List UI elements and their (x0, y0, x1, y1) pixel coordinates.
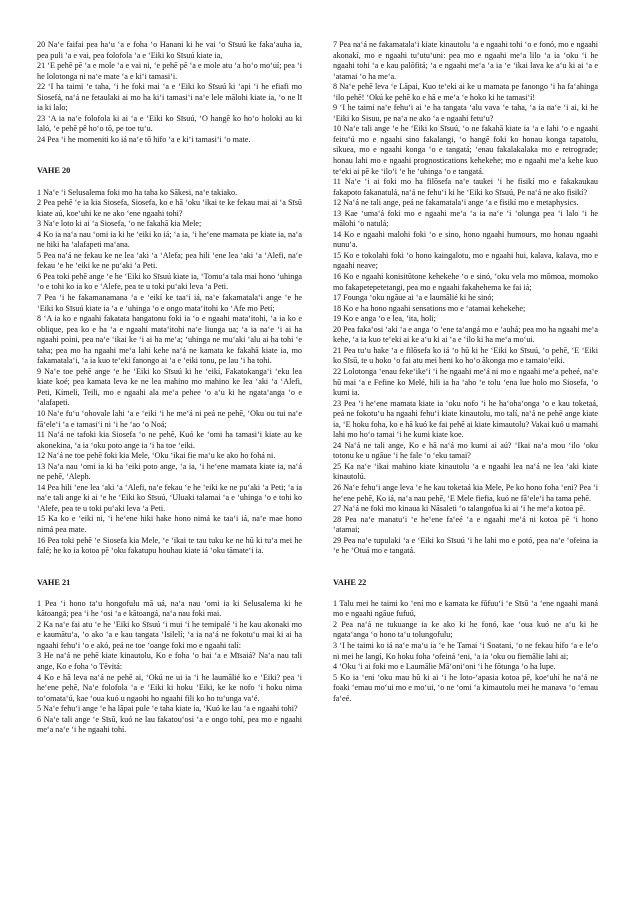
verse-paragraph: 2 Pea pehē ‘e ia kia Siosefa, Siosefa, ko e hā ‘oku ‘ikai te ke fekau mai ai ‘a Sīsū kiate aú, koe‘uhi ke ne ako ‘ene ngaahi tohi? (37, 198, 302, 218)
verse-block (37, 599, 302, 736)
verse-paragraph: 1 Na‘e ‘i Selusalema foki mo ha taha ko Sākesi, na‘e takiako. (37, 187, 238, 197)
verse-paragraph: 14 Ko e ngaahi malohi foki ‘o e sino, hono ngaahi humours, mo honau ngaahi nunu‘a. (333, 229, 598, 250)
verse-paragraph: 16 Pea toki pehē ‘e Siosefa kia Mele, ‘e ‘ikai te tau tuku ke ne hū ki tu‘a mei he falé; he ko ia kotoa pē ‘oku fakatupu houhau kiate iá ‘oku tāmate‘i ia. (37, 535, 302, 556)
verse-paragraph: 7 Pea na‘á ne fakamatala‘i kiate kinautolu ‘a e ngaahi tohi ‘o e fonó, mo e ngaahi akonakí, mo e ngaahi tu‘utu‘uni: pea mo e ngaahi me‘a lilo ‘a ia ‘oku ‘i he ngaahi tohi ‘a e kau palōfitá; ‘a e ngaahi me‘a ‘a ia ‘e ‘ikai lava ke a‘u ki ai ‘a e ‘atamai ‘o ha me‘a. (333, 40, 598, 81)
verse-paragraph: 9 Na‘e toe pehē ange ‘e he ‘Eiki ko Sīsuú ki he ‘eikí, Fakatokanga‘i ‘eku lea kiate koé; pea kamata leva ke ne lea mahino mo mahino ke lea ‘aki ‘a ‘Alefi, Peti, Kimeli, Teili, mo e ngaahi ala me‘a pehee ‘o a‘u ki he ngata‘anga ‘o e ‘alafapeti. (37, 366, 302, 408)
verse-paragraph: 21 Pea tu‘u hake ‘a e filōsefa ko iá ‘o hū ki he ‘Eiki ko Sīsuú, ‘o pehē, ‘E ‘Eiki ko Sīsū, te u hoko ‘o fai atu mei heni ko ho‘o ākonga mo e tamaio‘eiki. (333, 345, 598, 366)
verse-paragraph: 3 ‘I he taimi ko iá na‘e ma‘u ia ‘e he Tamai ‘i Soatani, ‘o ne fekau hifo ‘a e le‘o ni mei he langí, Ko hoku foha ‘ofeiná ‘eni, ‘a ia ‘oku ou fiemālie lahi ai; (333, 641, 598, 661)
chapter-heading: VAHE 22 (333, 577, 367, 587)
verse-paragraph: 7 Pea ‘i he fakamanamana ‘a e ‘eikí ke taa‘i iá, na‘e fakamatala‘i ange ‘e he ‘Eiki ko Sīsuú kiate ia ‘a e ‘uhinga ‘o e ongo mata‘itohi ko ‘Afe mo Petí; (37, 292, 302, 313)
verse-paragraph: 8 ‘A ia ko e ngaahi fakatata hangatonu foki ia ‘o e ngaahi mata‘itohi, ‘a ia ko e oblique, pea ko e ha ‘a e ngaahi mata‘itohi na‘e liunga ua; ‘a ia na‘e ‘i ai ha ngaahi poini, pea na‘e ‘ikai ke ‘i ai ha me‘a; ‘uhinga ne mu‘aki ‘alu ai ha tohi ‘e taha; pea mo ha ngaahi me‘a lahi kehe na‘á ne kamata ke fakahā kiate ia, mo fakamatala‘i, ‘a ia kuo te‘eki fanongo ai ‘a e ‘eiki tonu, pe lau ‘i ha tohi. (37, 314, 302, 366)
verse-paragraph: 20 Na‘e faifai pea ha‘u ‘a e foha ‘o Hanani ki he vai ‘o Sīsuú ke faka‘auha ia, pea puli ‘a e vai, pea folofola ‘a e ‘Eiki ko Sīsuú kiate ia, (37, 40, 302, 60)
verse-paragraph: 6 Na‘e tali ange ‘e Sīsū, kuó ne lau fakatou‘osi ‘a e ongo tohí, pea mo e ngaahi me‘a na‘e ‘i he ngaahi tohí. (37, 714, 302, 735)
verse-block (37, 188, 302, 557)
chapter-heading: VAHE 20 (37, 166, 71, 176)
verse-paragraph: 19 Ko e anga ‘o e lea, ‘ita, holi; (333, 314, 436, 324)
verse-paragraph: 29 Pea na‘e tupulaki ‘a e ‘Eiki ko Sīsuú ‘i he lahi mo e potó, pea na‘e ‘ofeina ia ‘e he ‘Otuá mo e tangatá. (333, 535, 598, 556)
verse-paragraph: 5 Na‘e fehu‘i ange ‘e ha lāpai pule ‘e taha kiate ia, ‘Kuó ke lau ‘a e ngaahi tohi? (37, 704, 298, 714)
verse-block (333, 40, 598, 557)
verse-paragraph: 2 Ka na‘e fai atu ‘e he ‘Eiki ko Sīsuú ‘i mui ‘i he temipalé ‘i he kau akonaki mo e kaumātu‘a, ‘o ako ‘a e kau tangata ‘Isilelí; ‘a ia na‘á ne fokotu‘u mai ki ai ha ngaahi fehu‘i ‘o e akó, peá ne toe ‘oange foki mo e ngaahi talí: (37, 619, 302, 650)
verse-paragraph: 10 Na‘e fu‘u ‘ohovale lahi ‘a e ‘eiki ‘i he me‘á ni peá ne pehē, ‘Oku ou tui na‘e fā‘ele‘i ‘a e tamasi‘i ni ‘i he ‘ao ‘o Noá; (37, 409, 302, 429)
verse-paragraph: 12 Na‘á ne tali ange, peá ne fakamatala‘i ange ‘a e fisikí mo e metaphysics. (333, 198, 579, 208)
verse-paragraph: 27 Na‘á ne foki mo kinaua ki Nāsaleti ‘o talangofua ki ai ‘i he me‘a kotoa pē. (333, 504, 586, 514)
verse-paragraph: 20 Pea faka‘osi ‘aki ‘a e anga ‘o ‘ene ta‘angá mo e ‘auhá; pea mo ha ngaahi me‘a kehe, ‘a ia kuo te‘eki ai ke a‘u ki ai ‘a e ‘ilo ki ha me‘a mo‘ui. (333, 324, 598, 345)
verse-block (37, 40, 302, 145)
verse-paragraph: 15 Ko e tokolahi foki ‘o hono kaingalotu, mo e ngaahi hui, kalava, kalava, mo e ngaahi neave; (333, 250, 598, 271)
verse-paragraph: 21 ‘E pehē pē ‘a e mole ‘a e vai ni, ‘e pehē pē ‘a e mole atu ‘a ho‘o mo‘uí; pea ‘i he lolotonga ni na‘e mate ‘a e ki‘i tamasi‘i. (37, 61, 302, 81)
verse-paragraph: 9 ‘I he taimi na‘e fehu‘i ai ‘e ha tangata ‘alu vava ‘e taha, ‘a ia na‘e ‘i ai, ki he ‘Eiki ko Sisuu, pe na‘a ne ako ‘a e ngaahi fetu‘u? (333, 103, 598, 123)
verse-paragraph: 23 Pea ‘i he‘ene mamata kiate ia ‘oku nofo ‘i he ha‘oha‘onga ‘o e kau toketaá, peá ne fokotu‘u ha ngaahi fehu‘i kiate kinautolu, mo talí, na‘á ne pehē ange kiate ia, ‘E hoku foha, ko e hā kuó ke fai pehē ai kiate kimautolu? Vakai kuó u mamahi lahi mo ho‘o tamai ‘i he kumi kiate koe. (333, 398, 598, 440)
verse-paragraph: 2 Pea na‘á ne tukuange ia ke ako ki he fonó, kae ‘oua kuó ne a‘u ki he ngata‘anga ‘o hono ta‘u tolungofulu; (333, 619, 598, 640)
verse-paragraph: 3 He na‘á ne pehē kiate kinautolu, Ko e foha ‘o hai ‘a e Mīsaiá? Na‘a nau tali ange, Ko e foha ‘o Tēvitá: (37, 651, 302, 671)
verse-paragraph: 11 Na‘e ‘i ai foki mo ha filōsefa na‘e taukei ‘i he fisikí mo e fakakaukau fakapoto fakanatulá, na‘á ne fehu‘i ki he ‘Eiki ko Sīsuú, Pe na‘á ne ako fisikí? (333, 177, 598, 197)
verse-paragraph: 16 Ko e ngaahi konisitūtone kehekehe ‘o e sinó, ‘oku vela mo mōmoa, momoko mo fakapetepetetangi, pea mo e ngaahi fakahehema ke fai iá; (333, 272, 598, 292)
verse-paragraph: 22 Lolotonga ‘enau feke‘ike‘i ‘i he ngaahi me‘á ni mo e ngaahi me‘a peheé, na‘e hū mai ‘a e Fefine ko Melé, hili ia ha ‘aho ‘e tolu ‘ena lue holo mo Siosefa, ‘o kumi ia. (333, 366, 598, 398)
verse-paragraph: 23 ‘A ia na‘e folofola ki ai ‘a e ‘Eiki ko Sīsuú, ‘O hangē ko ho‘o holoki au ki laló, ‘e pehē pē ho‘o tō, pe toe tu‘u. (37, 113, 302, 134)
chapter-heading: VAHE 21 (37, 577, 71, 587)
verse-paragraph: 24 Na‘á ne tali ange, Ko e hā na‘á mo kumi ai aú? ‘Ikai na‘a mou ‘ilo ‘oku totonu ke u ngāue ‘i he fale ‘o ‘eku tamai? (333, 440, 598, 461)
verse-paragraph: 25 Ka na‘e ‘ikai mahino kiate kinautolu ‘a e ngaahi lea na‘á ne lea ‘aki kiate kinautolú. (333, 461, 598, 482)
verse-paragraph: 14 Pea hili ‘ene lea ‘aki ‘a ‘Alefi, na‘e fekau ‘e he ‘eiki ke ne pu‘aki ‘a Peti; ‘a ia na‘e tali ange ki ai ‘e he ‘Eiki ko Sīsuú, ‘Uluaki talamai ‘a e ‘uhinga ‘o e tohi ko ‘Alefe, pea te u toki pu‘aki leva ‘a Peti. (37, 482, 302, 513)
verse-paragraph: 8 Na‘e pehē leva ‘e Lāpai, Kuo te‘eki ai ke u mamata pe fanongo ‘i ha fa‘ahinga ‘ilo pehē! ‘Okú ke pehē ko e hā e me‘a ‘e hoko ki he tamasi‘í! (333, 82, 598, 102)
left-column (37, 40, 302, 736)
verse-paragraph: 17 Founga ‘oku ngāue ai ‘a e laumālié ki he sinó; (333, 293, 494, 303)
verse-paragraph: 10 Na‘e tali ange ‘e he ‘Eiki ko Sīsuú, ‘o ne fakahā kiate ia ‘a e lahi ‘o e ngaahi feitu‘ú mo e ngaahi sino fakalangi, ‘o hangē foki ko honau konga tapatolu, sikuea, mo e ngaahi konga ‘o e tangatá; ‘enau fakalakalaka mo e retrograde; honau lahi mo e ngaahi prognostications kehekehe; mo e ngaahi me‘a kehe kuo te‘eki ai pē ke ‘ilo‘i ‘e he ‘uhinga ‘o e tangatá. (333, 124, 598, 176)
verse-paragraph: 12 Na‘á ne toe pehē foki kia Mele, ‘Oku ‘ikai fie ma‘u ke ako ho fohá ni. (37, 451, 276, 461)
verse-paragraph: 24 Pea ‘i he momeniti ko iá na‘e tō hifo ‘a e ki‘i tamasi‘i ‘o mate. (37, 134, 251, 144)
verse-paragraph: 5 Ko ia ‘eni ‘oku mau hū ki ai ‘i he loto-‘apasia kotoa pē, koe‘uhí he na‘á ne foaki ‘emau mo‘ui mo e mo‘ui, ‘o ne ‘omi ‘a kimautolu mei he manava ‘o ‘emau fa‘eé. (333, 672, 598, 703)
verse-paragraph: 1 Talu mei he taimi ko ‘ení mo e kamata ke fūfuu‘i ‘e Sīsū ‘a ‘ene ngaahi maná mo e ngaahi ngāue fufuú, (333, 598, 598, 619)
verse-paragraph: 26 Na‘e fehu‘i ange leva ‘e he kau toketaá kia Mele, Pe ko hono foha ‘eni? Pea ‘i he‘ene pehē, Ko iá, na‘a nau pehē, ‘E Mele fiefia, kuó ne fā‘ele‘i ha tama pehē. (333, 482, 598, 503)
verse-paragraph: 5 Pea na‘á ne fekau ke ne lea ‘aki ‘a ‘Alefa; pea hili ‘ene lea ‘aki ‘a ‘Alefi, na‘e fekau ‘e he ‘eiki ke ne pu‘aki ‘a Peti. (37, 250, 302, 271)
verse-paragraph: 6 Pea toki pehē ange ‘e he ‘Eiki ko Sīsuú kiate ia, ‘Tomu‘a tala mai hono ‘uhinga ‘o e tohi ko ia ko e ‘Alefe, pea te u toki pu‘aki leva ‘a Peti. (37, 271, 302, 292)
verse-paragraph: 11 Na‘á ne tafoki kia Siosefa ‘o ne pehē, Kuó ke ‘omi ha tamasi‘i kiate au ke akonekina, ‘a ia ‘oku poto ange ia ‘i ha toe ‘eiki. (37, 430, 302, 450)
right-column (333, 40, 598, 704)
verse-paragraph: 1 Pea ‘i hono ta‘u hongofulu mā uá, na‘a nau ‘omi ia ki Selusalema ki he kātoangá; pea ‘i he ‘osi ‘a e kātoangá, na‘a nau foki mai. (37, 598, 302, 619)
verse-block (333, 599, 598, 704)
verse-paragraph: 22 ‘I ha taimi ‘e taha, ‘i he foki mai ‘a e ‘Eiki ko Sīsuú ki ‘api ‘i he efiafi mo Siosefá, na‘á ne fetaulaki ai mo ha ki‘i tamasi‘i na‘e lele mālohi kiate ia, ‘o ne lī ia ki lalo; (37, 82, 302, 113)
verse-paragraph: 18 Ko e ha hono ngaahi sensations mo e ‘atamai kehekehe; (333, 303, 526, 313)
verse-paragraph: 4 Ko ia na‘a nau ‘omi ia ki he ‘eiki ko iá; ‘a ia, ‘i he‘ene mamata pe kiate ia, na‘a ne hiki ha ‘alafapeti ma‘ana. (37, 229, 302, 250)
verse-paragraph: 13 Kae ‘uma‘á foki mo e ngaahi me‘a ‘a ia na‘e ‘i ‘olunga pea ‘i lalo ‘i he mālohi ‘o natulá; (333, 208, 598, 229)
verse-paragraph: 15 Ka ko e ‘eiki ni, ‘i he‘ene hiki hake hono nimá ke taa‘i iá, na‘e mae hono nimá pea mate. (37, 514, 302, 535)
verse-paragraph: 28 Pea na‘e manatu‘i ‘e he‘ene fa‘eé ‘a e ngaahi me‘á ni kotoa pē ‘i hono ‘atamai; (333, 514, 598, 535)
verse-paragraph: 3 Na‘e loto ki ai ‘a Siosefa, ‘o ne fakahā kia Mele; (37, 219, 202, 229)
verse-paragraph: 4 Ko e hā leva na‘á ne pehē ai, ‘Okú ne ui ia ‘i he laumālié ko e ‘Eiki? pea ‘i he‘ene pehē, Na‘e folofola ‘a e ‘Eiki ki hoku ‘Eiki, ke ke nofo ‘i hoku nima to‘omata‘ú, kae ‘oua kuó u ngaohi ho ngaahi fili ko ho tu‘unga va‘é. (37, 672, 302, 703)
verse-paragraph: 4 ‘Oku ‘i ai foki mo e Laumālie Mā‘oni‘oni ‘i he fōtunga ‘o ha lupe. (333, 662, 556, 672)
verse-paragraph: 13 Na‘a nau ‘omi ia ki ha ‘eiki poto ange, ‘a ia, ‘i he‘ene mamata kiate ia, na‘á ne pehē, ‘Aleph. (37, 461, 302, 482)
